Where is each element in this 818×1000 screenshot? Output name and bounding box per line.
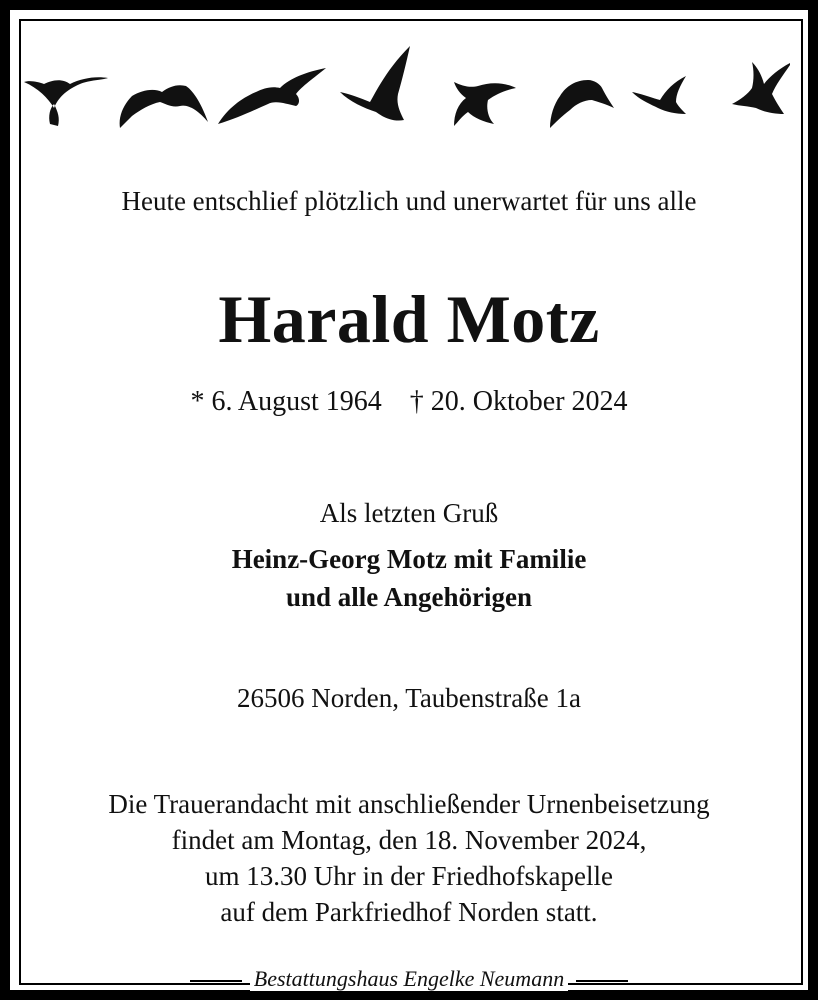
address-text: 26506 Norden, Taubenstraße 1a (236, 683, 581, 713)
deceased-name: Harald Motz (218, 281, 600, 357)
birds-decoration (10, 28, 790, 138)
intro-text: Heute entschlief plötzlich und unerwartet für uns alle (121, 186, 697, 216)
service-line: Die Trauerandacht mit anschließender Urnenbeisetzung (108, 789, 710, 819)
service-line: auf dem Parkfriedhof Norden statt. (220, 897, 598, 927)
bird-icon (550, 80, 614, 128)
family-line-2: und alle Angehörigen (285, 582, 533, 612)
bird-icon (218, 68, 326, 124)
footer (0, 966, 818, 992)
footer-rule-left (190, 980, 242, 982)
bird-icon (632, 76, 686, 114)
bird-icon (24, 77, 108, 126)
bird-icon (120, 85, 208, 128)
service-line: um 13.30 Uhr in der Friedhofskapelle (205, 861, 613, 891)
life-dates (0, 386, 818, 418)
greeting-text: Als letzten Gruß (319, 498, 499, 528)
funeral-home-name: Bestattungshaus Engelke Neumann (250, 966, 568, 991)
service-line: findet am Montag, den 18. November 2024, (171, 825, 647, 855)
bird-icon (454, 82, 516, 126)
death-date: † 20. Oktober 2024 (409, 386, 628, 417)
family-line-1: Heinz-Georg Motz mit Familie (231, 544, 587, 574)
service-details (0, 786, 818, 930)
bird-icon (732, 62, 790, 114)
bird-icon (340, 46, 410, 121)
birth-date: * 6. August 1964 (190, 386, 382, 417)
footer-rule-right (576, 980, 628, 982)
